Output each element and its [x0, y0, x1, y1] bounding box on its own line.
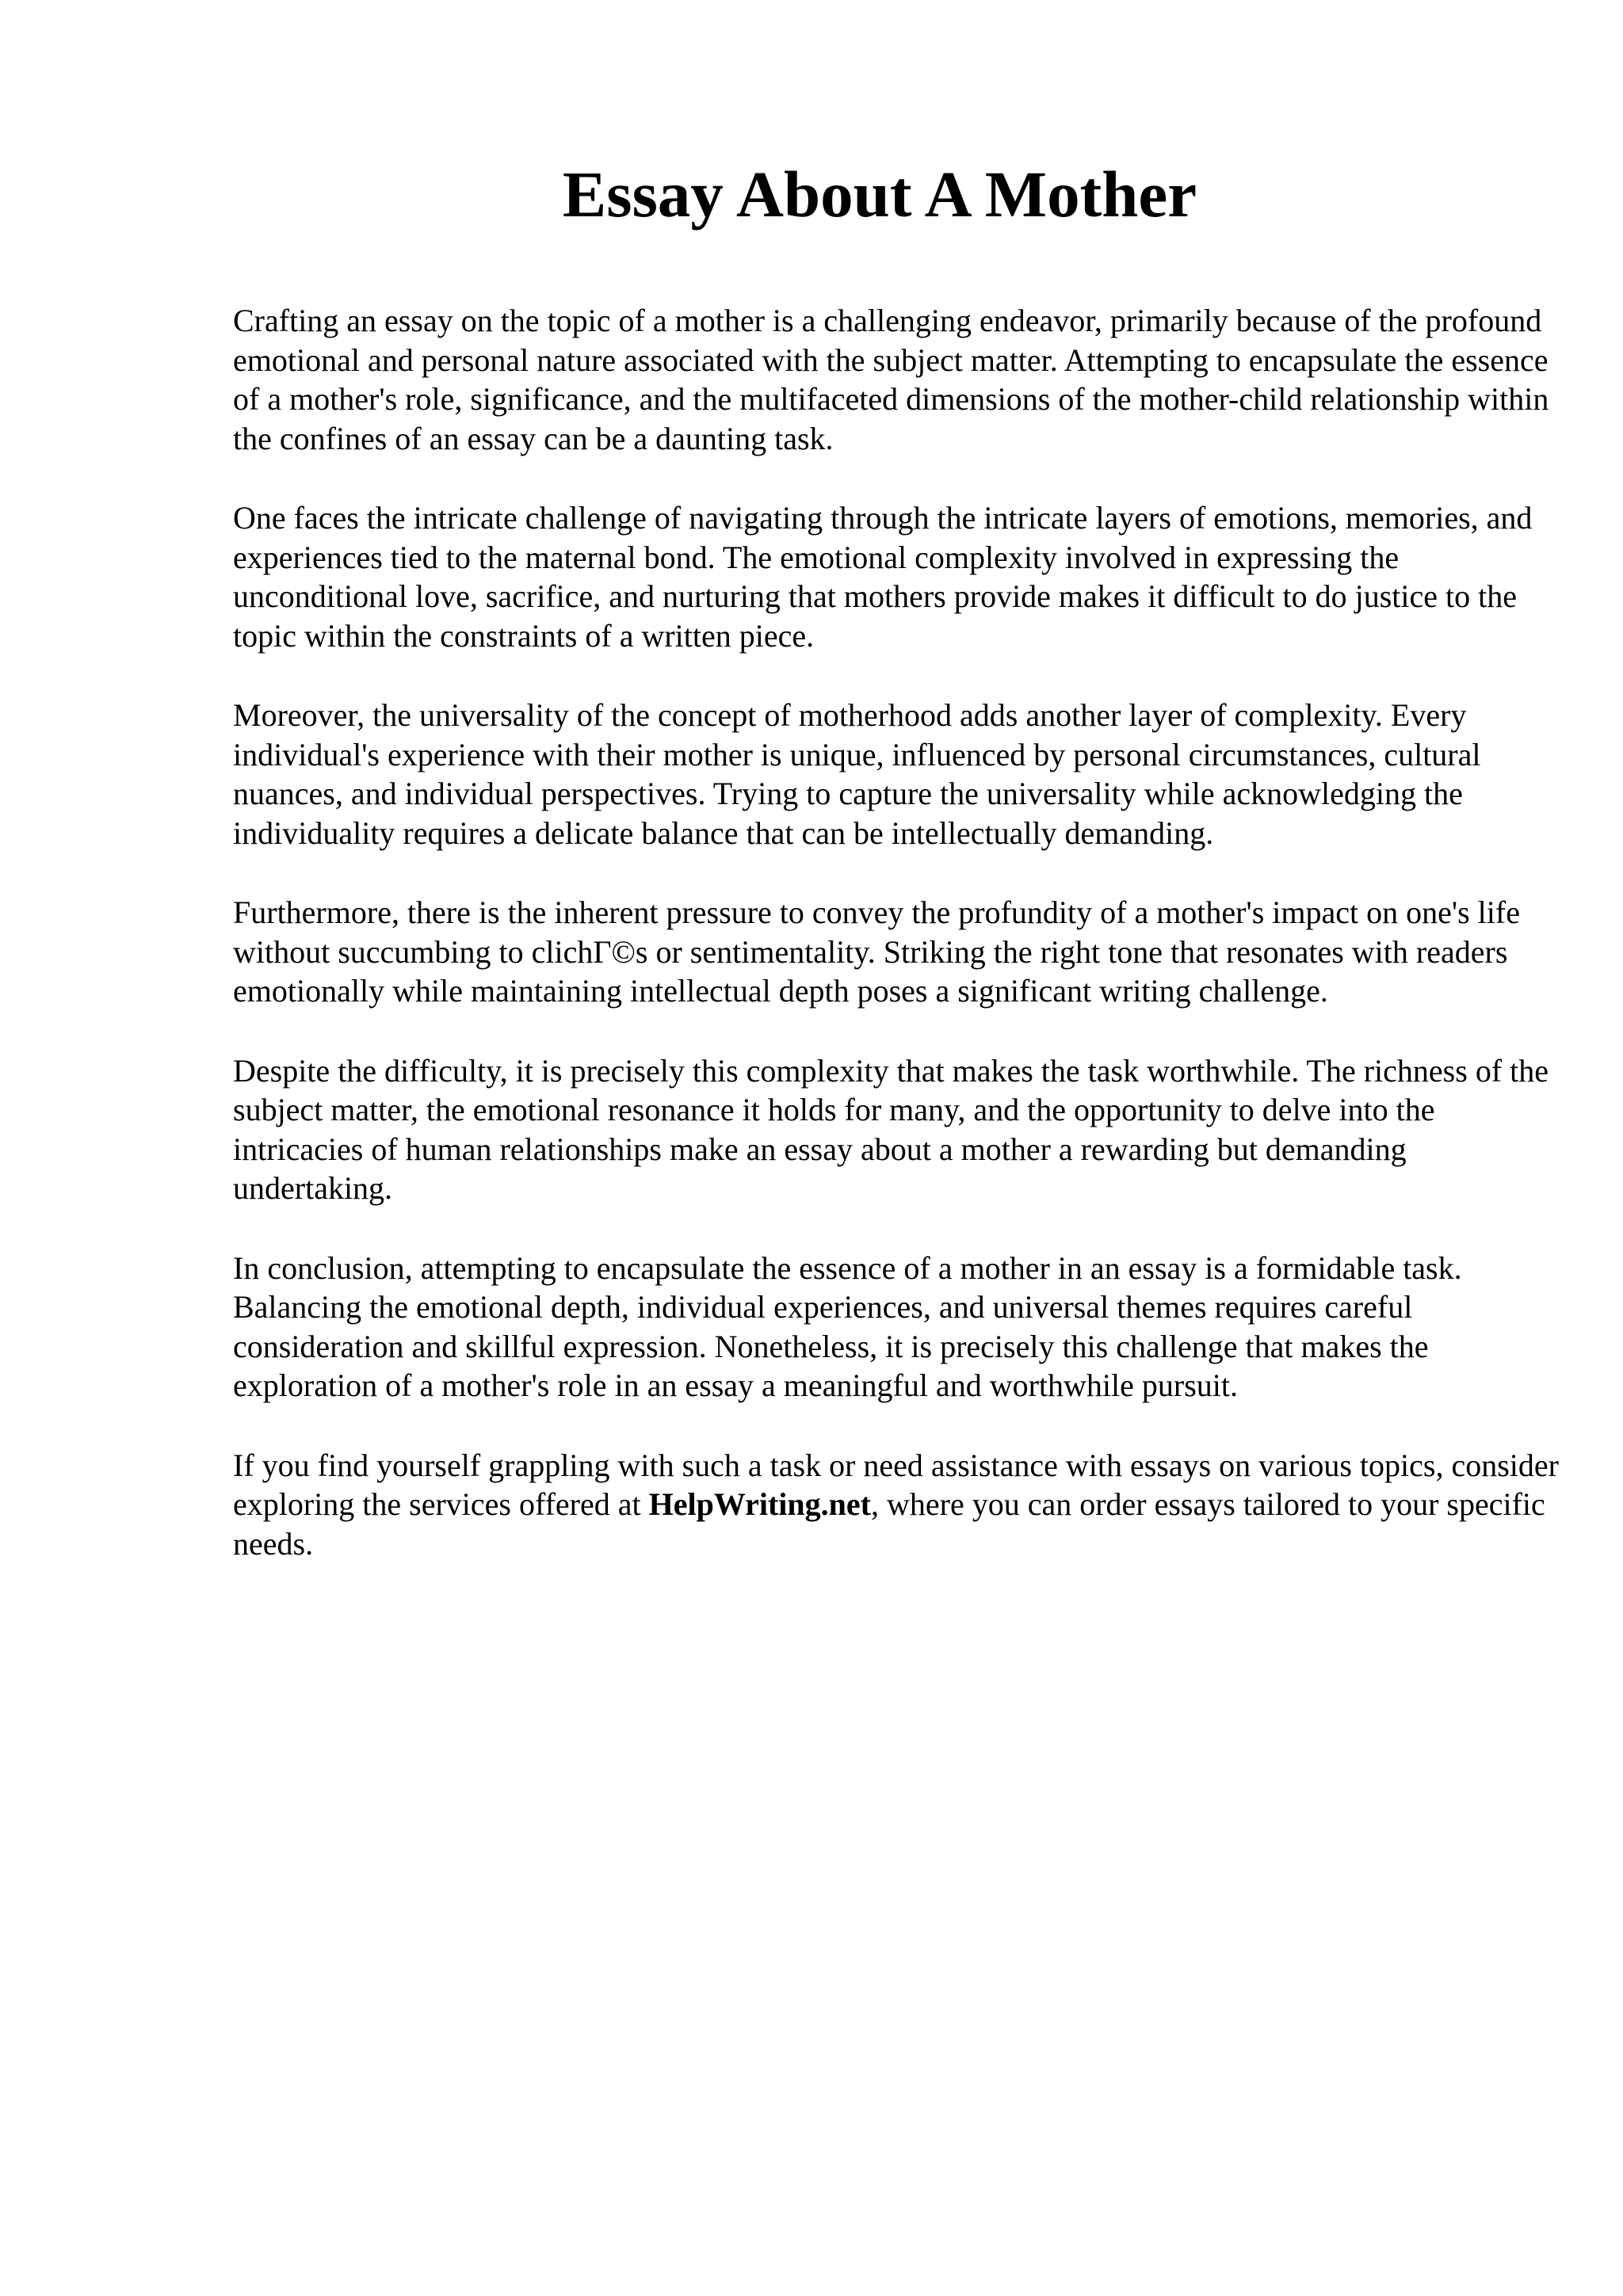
paragraph-6: In conclusion, attempting to encapsulate the essence of a mother in an essay is a formidable task. Balancing the emotional depth, individual experiences, and universal themes requires careful consideration and skillful expression. Nonetheless, it is precisely this challenge that makes the exploration of a mother's role in an essay a meaningful and worthwhile pursuit.	[233, 1249, 1462, 1403]
helpwriting-link[interactable]: HelpWriting.net	[648, 1486, 871, 1522]
paragraph-2: One faces the intricate challenge of navigating through the intricate layers of emotions, memories, and experiences tied to the maternal bond. The emotional complexity involved in expressing the unconditional love, sacrifice, and nurturing that mothers provide makes it difficult to do justice to the topic within the constraints of a written piece.	[233, 500, 1533, 654]
final-paragraph-tail: , where you can order essays tailored to your specific needs.	[233, 1486, 1545, 1562]
page-title: Essay About A Mother	[562, 158, 1197, 231]
paragraph-3: Moreover, the universality of the concept of motherhood adds another layer of complexity. Every individual's experience with their mother is unique, influenced by personal circumstances, cultural nuances, and individual perspectives. Trying to capture the universality while acknowledging the individuality requires a delicate balance that can be intellectually demanding.	[233, 697, 1481, 851]
final-paragraph-lead: If you find yourself grappling with such a task or need assistance with essays on various topics, consider exploring the services offered at	[233, 1447, 1559, 1522]
paragraph-7	[233, 1446, 1564, 1564]
essay-body	[233, 301, 1564, 1604]
paragraph-4: Furthermore, there is the inherent pressure to convey the profundity of a mother's impact on one's life without succumbing to clichΓ©s or sentimentality. Striking the right tone that resonates with readers emotionally while maintaining intellectual depth poses a significant writing challenge.	[233, 894, 1520, 1009]
paragraph-5: Despite the difficulty, it is precisely this complexity that makes the task worthwhile. The richness of the subject matter, the emotional resonance it holds for many, and the opportunity to delve into the intricacies of human relationships make an essay about a mother a rewarding but demanding undertaking.	[233, 1052, 1549, 1206]
paragraph-1: Crafting an essay on the topic of a mother is a challenging endeavor, primarily because of the profound emotional and personal nature associated with the subject matter. Attempting to encapsulate the essence of a mother's role, significance, and the multifaceted dimensions of the mother-child relationship within the confines of an essay can be a daunting task.	[233, 303, 1549, 456]
